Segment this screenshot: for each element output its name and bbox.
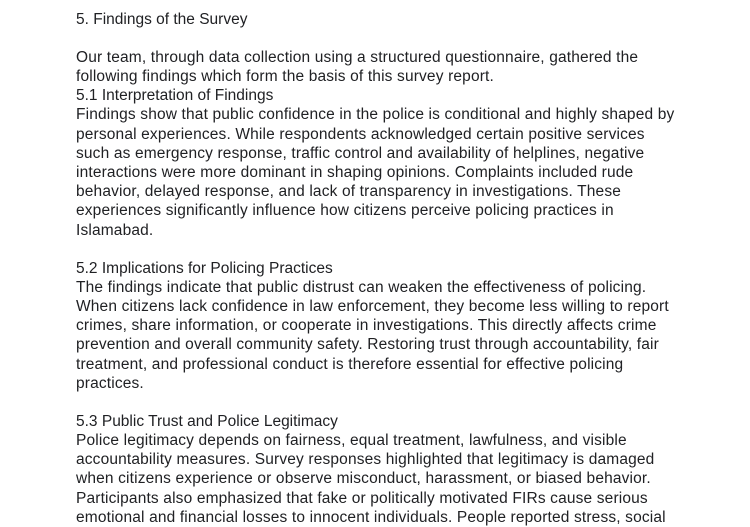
subsection-body-5-1: Findings show that public confidence in the police is conditional and highly shaped by personal experiences. While respondents acknowledged certain positive services such as emergency response, traffic control and availability of helplines, negative interactions were more dominant in shaping opinions. Complaints included rude behavior, delayed response, and lack of transparency in investigations. These experiences significantly influence how citizens perceive policing practices in Islamabad. <box>76 106 675 239</box>
subsection-heading-5-2: 5.2 Implications for Policing Practices <box>76 259 333 277</box>
document-body <box>76 0 676 527</box>
subsection-heading-5-1: 5.1 Interpretation of Findings <box>76 87 274 105</box>
intro-paragraph: Our team, through data collection using a structured questionnaire, gathered the following findings which form the basis of this survey report. <box>76 49 639 86</box>
spacer <box>76 393 676 412</box>
spacer <box>76 240 676 259</box>
subsection-body-5-3: Police legitimacy depends on fairness, equal treatment, lawfulness, and visible accountability measures. Survey responses highlighted that legitimacy is damaged when citizens experience or observe misconduct, harassment, or biased behavior. Participants also emphasized that fake or politically motivated FIRs cause serious emotional and financial losses to innocent individuals. People reported stress, social <box>76 432 666 526</box>
section-heading-5: 5. Findings of the Survey <box>76 11 248 28</box>
spacer <box>76 29 676 48</box>
subsection-heading-5-3: 5.3 Public Trust and Police Legitimacy <box>76 413 338 431</box>
subsection-body-5-2: The findings indicate that public distrust can weaken the effectiveness of policing. When citizens lack confidence in law enforcement, they become less willing to report crimes, share information, or cooperate in investigations. This directly affects crime prevention and overall community safety. Restoring trust through accountability, fair treatment, and professional conduct is therefore essential for effective policing practices. <box>76 278 669 392</box>
